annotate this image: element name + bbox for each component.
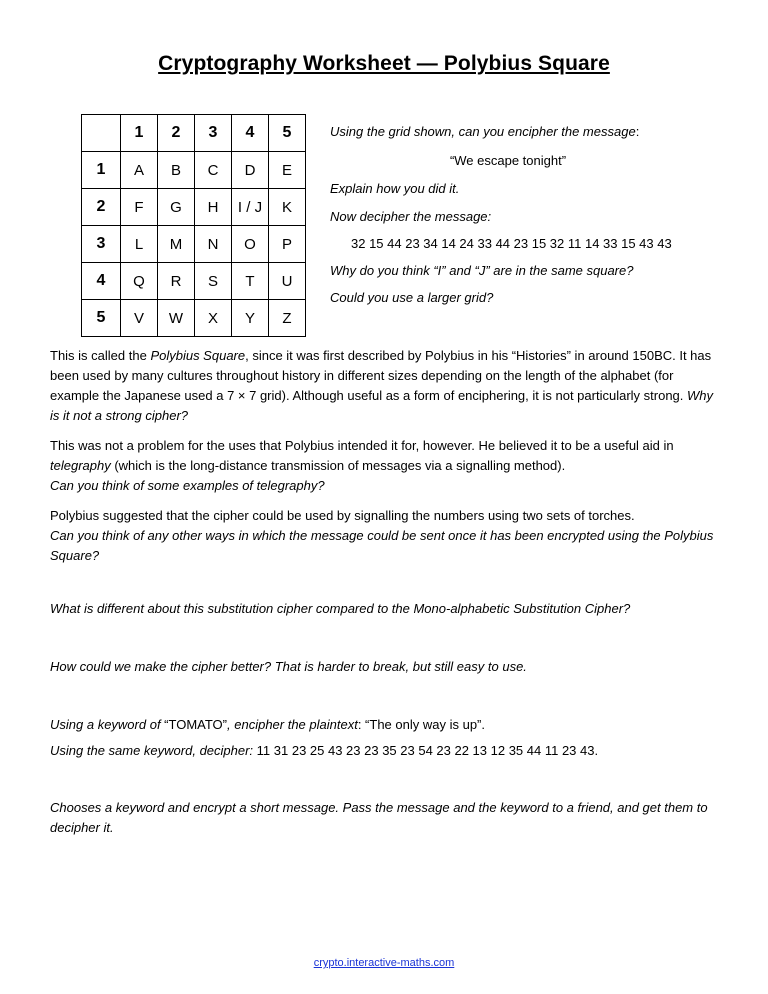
grid-row-header: 4 <box>82 263 121 300</box>
question-larger-grid: Could you use a larger grid? <box>330 290 494 305</box>
text: “TOMATO” <box>164 717 228 732</box>
text: Why is it not a strong cipher? <box>50 388 714 423</box>
text: : “The only way is up”. <box>357 717 485 732</box>
grid-row <box>82 263 306 300</box>
grid-cell: G <box>158 189 195 226</box>
footer-link[interactable]: crypto.interactive-maths.com <box>313 957 455 969</box>
grid-header-row <box>82 115 306 152</box>
grid-cell: L <box>121 226 158 263</box>
grid-cell: Z <box>269 300 306 337</box>
text: Polybius Square <box>150 348 246 363</box>
question-friend: Chooses a keyword and encrypt a short message. Pass the message and the keyword to a friend, and get them to decipher it. <box>50 800 708 835</box>
text: , encipher the plaintext <box>227 717 358 732</box>
grid-cell: X <box>195 300 232 337</box>
grid-cell: P <box>269 226 306 263</box>
grid-cell: S <box>195 263 232 300</box>
grid-cell: V <box>121 300 158 337</box>
text: Using the same keyword, decipher: <box>50 743 257 758</box>
grid-cell: A <box>121 152 158 189</box>
grid-cell: Q <box>121 263 158 300</box>
grid-row-header: 5 <box>82 300 121 337</box>
question-encipher-colon: : <box>635 124 640 139</box>
text: Polybius suggested that the cipher could be used by signalling the numbers using two sets of torches. <box>50 508 635 523</box>
grid-col-header: 1 <box>121 115 158 152</box>
text: (which is the long-distance transmission of messages via a signalling method). <box>110 458 566 473</box>
grid-cell: C <box>195 152 232 189</box>
text: Using a keyword of <box>50 717 165 732</box>
grid-cell: D <box>232 152 269 189</box>
question-substitution: What is different about this substitution cipher compared to the Mono-alphabetic Substitution Cipher? <box>50 601 631 616</box>
text: This was not a problem for the uses that Polybius intended it for, however. He believed it to be a useful aid in <box>50 438 674 453</box>
grid-row <box>82 300 306 337</box>
question-improve: How could we make the cipher better? That is harder to break, but still easy to use. <box>50 659 527 674</box>
grid-row-header: 1 <box>82 152 121 189</box>
grid-cell: K <box>269 189 306 226</box>
grid-row <box>82 189 306 226</box>
message-to-encipher: “We escape tonight” <box>449 153 567 168</box>
grid-cell: W <box>158 300 195 337</box>
grid-cell: Y <box>232 300 269 337</box>
text: telegraphy <box>50 458 111 473</box>
text: 11 31 23 25 43 23 23 35 23 54 23 22 13 12 35 44 11 23 43. <box>256 743 599 758</box>
grid-col-header: 3 <box>195 115 232 152</box>
question-decipher: Now decipher the message: <box>330 209 492 224</box>
grid-row <box>82 226 306 263</box>
text: This is called the <box>50 348 151 363</box>
grid-cell: M <box>158 226 195 263</box>
grid-cell: O <box>232 226 269 263</box>
question-encipher-text: Using the grid shown, can you encipher the message <box>330 124 636 139</box>
paragraph-torches <box>50 506 720 566</box>
grid-row <box>82 152 306 189</box>
grid-cell: B <box>158 152 195 189</box>
grid-cell: H <box>195 189 232 226</box>
question-ij: Why do you think “I” and “J” are in the same square? <box>330 263 634 278</box>
page-title: Cryptography Worksheet — Polybius Square <box>158 52 610 75</box>
paragraph-telegraphy <box>50 436 720 496</box>
grid-row-header: 3 <box>82 226 121 263</box>
grid-cell: N <box>195 226 232 263</box>
grid-col-header: 4 <box>232 115 269 152</box>
grid-corner-cell <box>82 115 121 152</box>
polybius-grid <box>81 114 306 337</box>
grid-cell: T <box>232 263 269 300</box>
text: Can you think of any other ways in which the message could be sent once it has been encrypted using the Polybius Square? <box>50 528 714 563</box>
grid-row-header: 2 <box>82 189 121 226</box>
text: , since it was first described by Polybius in his “Histories” in around 150BC. It has been used by many cultures throughout history in different sizes depending on the length of the alphabet (for example the Japanese used a 7 × 7 grid). Although useful as a form of enciphering, it is not particularly strong. <box>50 348 712 403</box>
grid-cell: F <box>121 189 158 226</box>
grid-cell: U <box>269 263 306 300</box>
paragraph-history <box>50 346 720 426</box>
question-keyword-decipher <box>50 741 720 761</box>
question-explain: Explain how you did it. <box>330 181 460 196</box>
grid-cell: I / J <box>232 189 269 226</box>
grid-cell: R <box>158 263 195 300</box>
question-keyword-encipher <box>50 715 720 735</box>
grid-col-header: 2 <box>158 115 195 152</box>
question-encipher <box>330 124 639 139</box>
cipher-code: 32 15 44 23 34 14 24 33 44 23 15 32 11 14 33 15 43 43 <box>351 236 672 251</box>
grid-cell: E <box>269 152 306 189</box>
grid-col-header: 5 <box>269 115 306 152</box>
text: Can you think of some examples of telegraphy? <box>50 478 325 493</box>
